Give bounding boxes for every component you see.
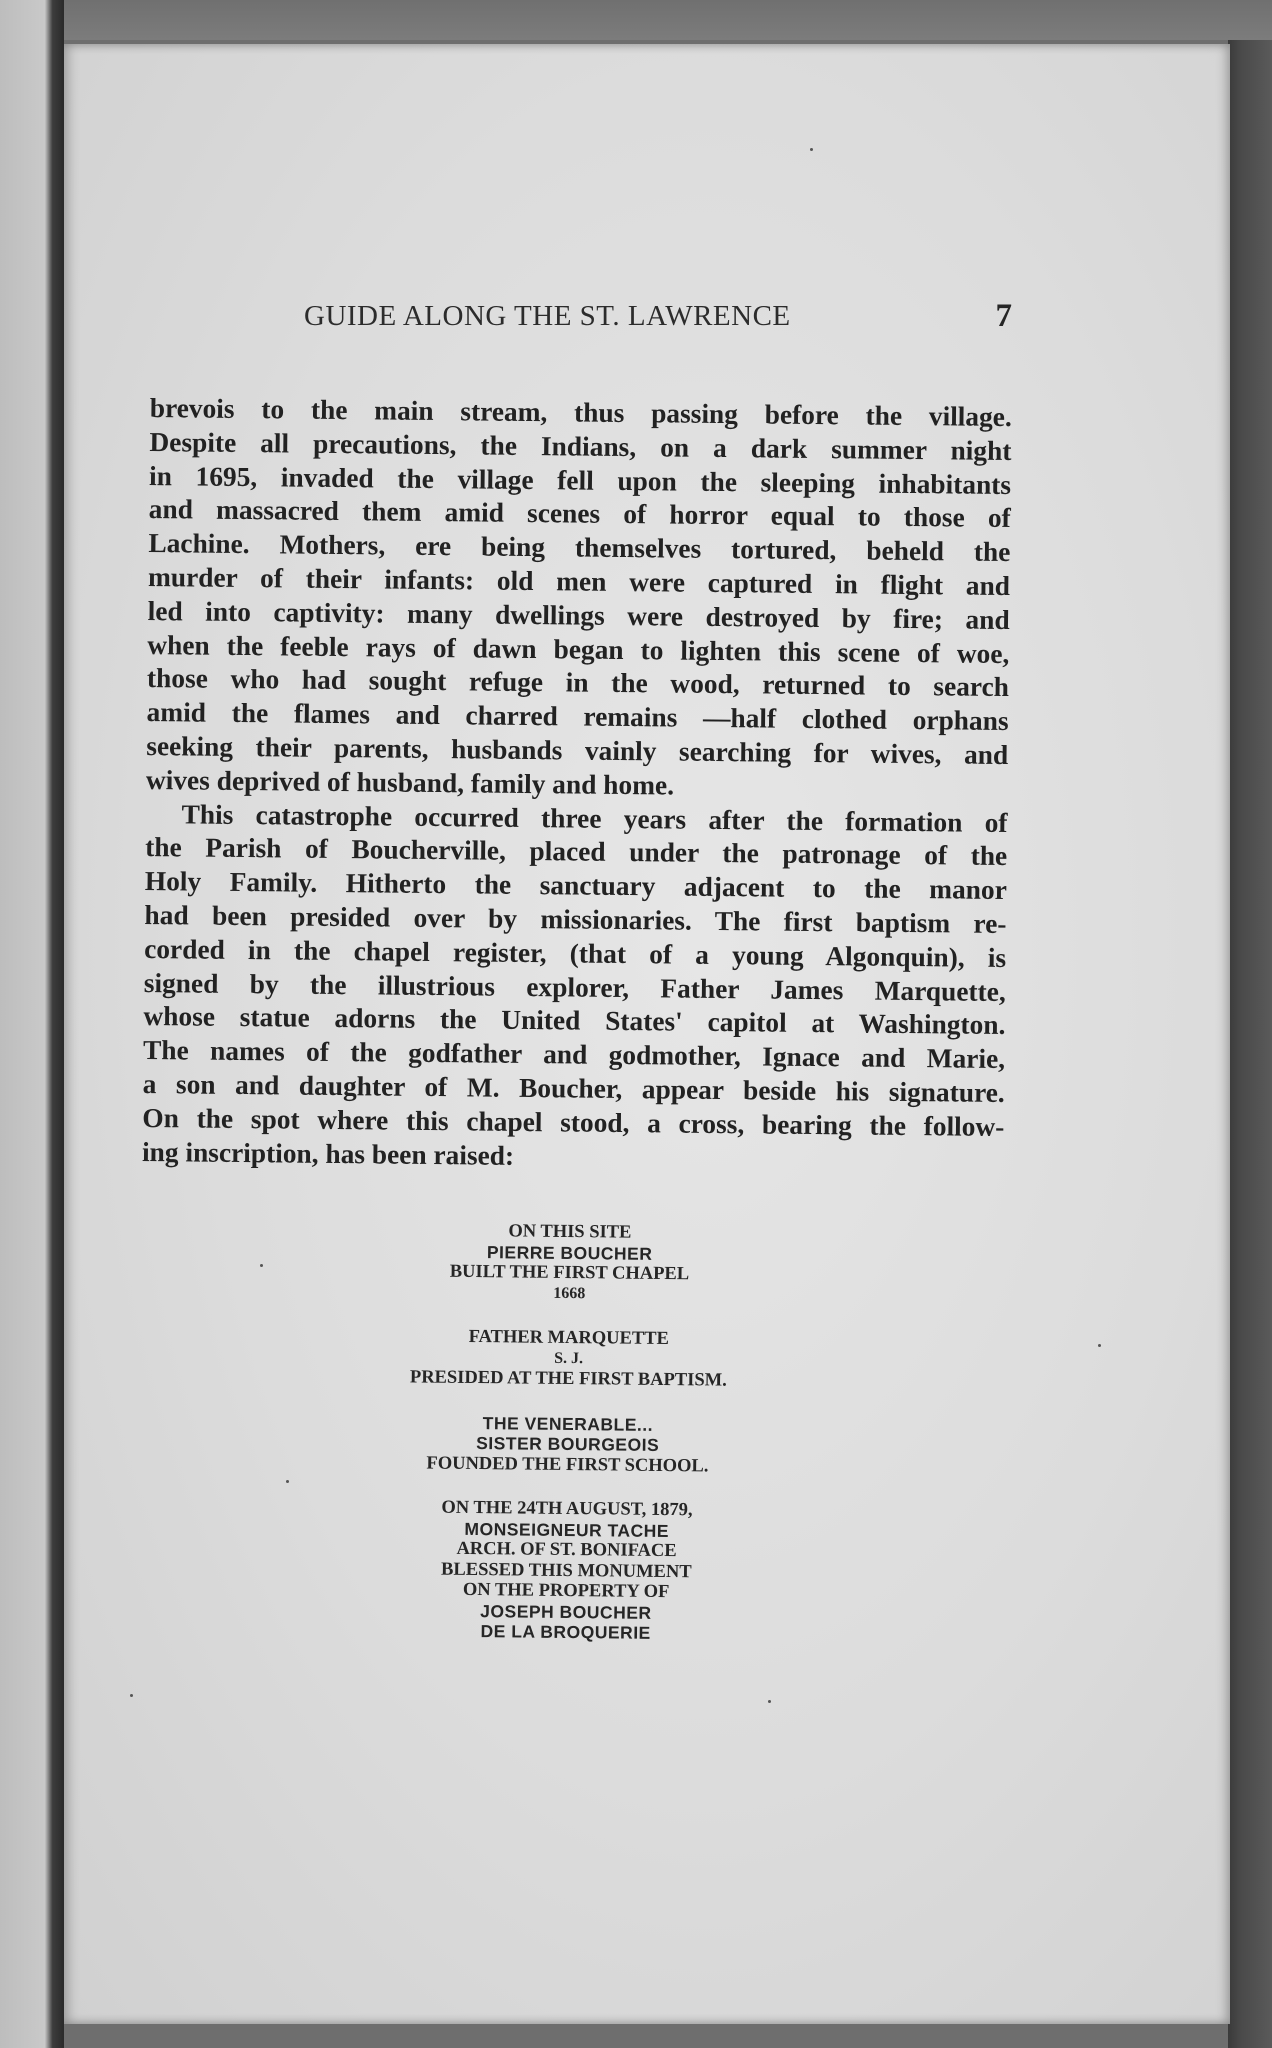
inscription-line: ARCH. OF ST. BONIFACE: [456, 1538, 677, 1562]
text-line: led into captivity: many dwellings were destroyed by fire; and: [147, 595, 1010, 635]
paper-speck: [1098, 1344, 1101, 1347]
text-line: brevois to the main stream, thus passing before the village.: [149, 392, 1012, 433]
text-line: amid the flames and charred remains —half clothed orphans: [146, 697, 1009, 737]
monument-inscription: [315, 1219, 820, 1669]
text-line: This catastrophe occurred three years after the formation of: [181, 798, 1008, 838]
text-line: signed by the illustrious explorer, Father James Marquette,: [143, 967, 1006, 1007]
facing-page-edge: [0, 0, 64, 2048]
body-text: [142, 392, 1012, 1178]
paper-speck: [286, 1480, 289, 1483]
text-line: those who had sought refuge in the wood, returned to search: [146, 663, 1010, 703]
inscription-group: [319, 1219, 820, 1306]
inscription-group: [318, 1325, 819, 1392]
text-line: a son and daughter of M. Boucher, appear beside his signature.: [142, 1068, 1005, 1108]
text-line: the Parish of Boucherville, placed under the patronage of the: [145, 832, 1008, 872]
text-line: corded in the chapel register, (that of a young Algonquin), is: [144, 933, 1007, 973]
inscription-line: JOSEPH BOUCHER: [480, 1600, 652, 1623]
inscription-line: MONSEIGNEUR TACHE: [464, 1518, 670, 1541]
inscription-line: PRESIDED AT THE FIRST BAPTISM.: [409, 1367, 727, 1391]
text-line: when the feeble rays of dawn began to lighten this scene of woe,: [147, 629, 1010, 669]
inscription-line: FOUNDED THE FIRST SCHOOL.: [426, 1453, 709, 1476]
text-line: The names of the godfather and godmother, Ignace and Marie,: [142, 1035, 1006, 1075]
inscription-group: [316, 1496, 817, 1645]
paragraph: [146, 392, 1012, 807]
text-line: wives deprived of husband, family and home.: [145, 764, 675, 801]
text-line: had been presided over by missionaries. The first baptism re-: [144, 899, 1007, 939]
inscription-line: ON THE PROPERTY OF: [462, 1579, 670, 1603]
inscription-line: S. J.: [554, 1349, 584, 1367]
text-line: On the spot where this chapel stood, a cross, bearing the follow-: [142, 1102, 1005, 1142]
text-line: Lachine. Mothers, ere being themselves tortured, beheld the: [148, 528, 1011, 568]
text-line: in 1695, invaded the village fell upon the sleeping inhabitants: [148, 460, 1012, 500]
paragraph: [142, 798, 1008, 1179]
book-binding-edge: [1228, 40, 1272, 2048]
text-line: seeking their parents, husbands vainly searching for wives, and: [146, 730, 1009, 770]
inscription-line: FATHER MARQUETTE: [468, 1326, 670, 1350]
running-title: GUIDE ALONG THE ST. LAWRENCE: [304, 300, 791, 332]
inscription-line: BUILT THE FIRST CHAPEL: [449, 1261, 690, 1285]
paper-speck: [260, 1264, 263, 1267]
inscription-line: 1668: [553, 1284, 586, 1302]
inscription-line: BLESSED THIS MONUMENT: [441, 1559, 692, 1582]
paper-speck: [130, 1694, 133, 1697]
inscription-line: DE LA BROQUERIE: [480, 1621, 651, 1643]
page-header: [236, 300, 1012, 350]
inscription-line: SISTER BOURGEOIS: [476, 1433, 660, 1455]
page-number: 7: [995, 298, 1012, 334]
inscription-line: ON THE 24TH AUGUST, 1879,: [441, 1497, 693, 1521]
text-line: Despite all precautions, the Indians, on a dark summer night: [149, 426, 1012, 466]
inscription-line: ON THIS SITE: [508, 1221, 632, 1243]
scanner-top-edge: [0, 0, 1272, 40]
text-line: and massacred them amid scenes of horror equal to those of: [148, 494, 1011, 534]
paper-speck: [768, 1700, 771, 1703]
text-line: Holy Family. Hitherto the sanctuary adjacent to the manor: [144, 866, 1007, 906]
inscription-line: THE VENERABLE...: [482, 1412, 654, 1435]
paper-speck: [810, 148, 813, 151]
inscription-group: [317, 1411, 818, 1478]
inscription-line: PIERRE BOUCHER: [486, 1241, 653, 1264]
text-line: ing inscription, has been raised:: [141, 1136, 515, 1171]
text-line: murder of their infants: old men were captured in flight and: [147, 561, 1011, 602]
text-line: whose statue adorns the United States' capitol at Washington.: [143, 1001, 1006, 1041]
